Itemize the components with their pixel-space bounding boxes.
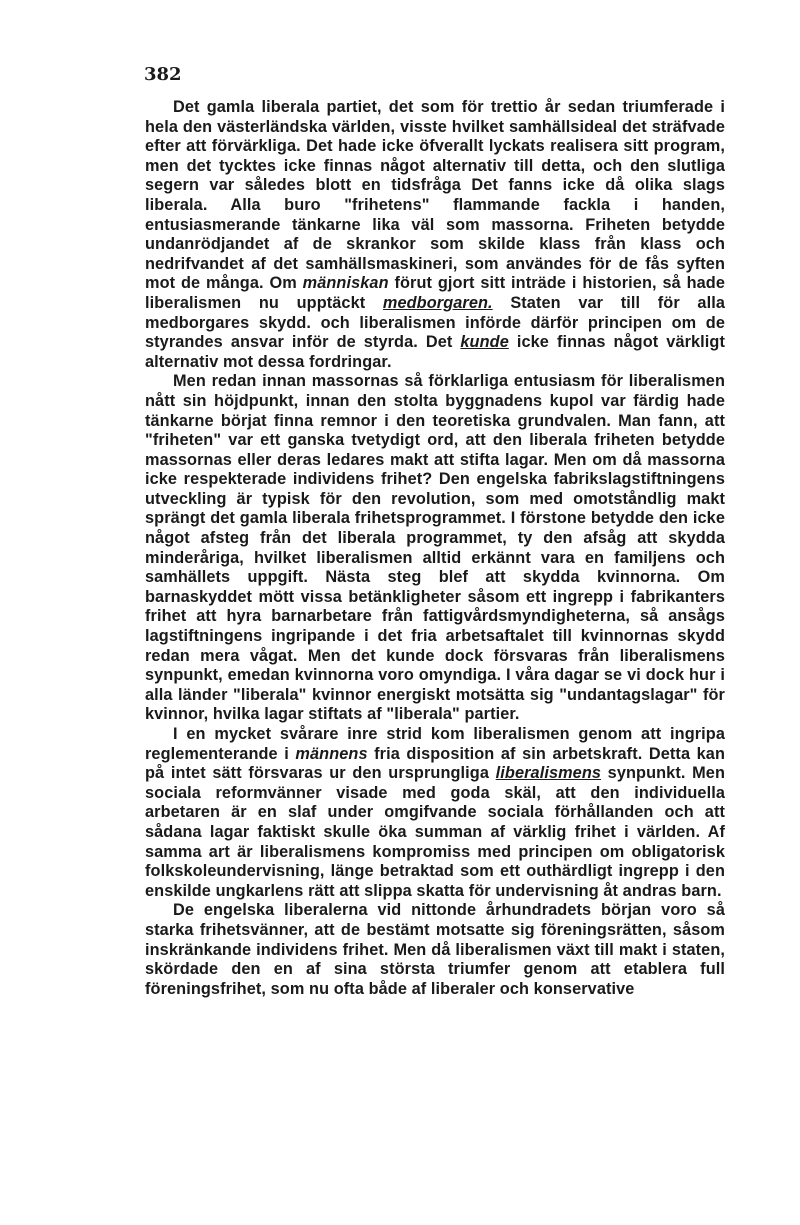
emphasised-text: kunde bbox=[460, 333, 509, 352]
text-run: Staten var till för alla medborgares skydd. och liberalismen införde därför principen om de styrandes ansvar inför de styrda. Det bbox=[145, 293, 725, 352]
emphasised-text: liberalismens bbox=[495, 764, 602, 783]
text-run: I en mycket svårare inre strid kom liberalismen genom att ingripa reglementerande i bbox=[145, 725, 725, 763]
emphasised-text: männens bbox=[295, 744, 368, 763]
text-run: Det gamla liberala partiet, det som för trettio år sedan triumferade i hela den västerländska världen, visste hvilket samhällsideal det sträfvade efter att förvärkliga. Det hade icke öfverallt lyckats realisera sitt program, men det tycktes icke finnas något alternativ till detta, och den slutliga segern var således blott en tidsfråga Det fanns icke då olika slags liberala. Alla buro "frihetens" flammande fackla i handen, entusiasmerande tänkarne lika väl som massorna. Friheten betydde undanrödjandet af de skrankor som skilde klass från klass och nedrifvandet af det samhällsmaskineri, som användes för de fås syften mot de många. Om bbox=[145, 98, 725, 293]
text-run: fria disposition af sin arbetskraft. Detta kan på intet sätt försvaras ur den ursprungliga bbox=[145, 744, 726, 783]
text-run: icke finnas något värkligt alternativ mot dessa fordringar. bbox=[145, 333, 726, 371]
body-text bbox=[145, 98, 725, 999]
paragraph bbox=[145, 98, 725, 372]
text-run: förut gjort sitt inträde i historien, så hade liberalismen nu upptäckt bbox=[145, 274, 726, 312]
emphasised-text: människan bbox=[302, 274, 389, 293]
page-number: 382 bbox=[144, 64, 182, 85]
paragraph bbox=[145, 901, 725, 999]
paragraph bbox=[145, 372, 725, 725]
text-run: synpunkt. Men sociala reformvänner visade med goda skäl, att den individuella arbetaren är en slaf under omgifvande sociala förhållanden och att sådana lagar faktiskt skulle öka summan af värklig frihet i världen. Af samma art är liberalismens kompromiss med principen om obligatorisk folkskoleundervisning, länge betraktad som ett outhärdligt ingrepp i den enskilde ungkarlens rätt att slippa skatta för undervisning åt andras barn. bbox=[145, 764, 725, 900]
emphasised-text: medborgaren. bbox=[382, 293, 493, 312]
paragraph bbox=[145, 725, 725, 901]
text-run: De engelska liberalerna vid nittonde århundradets början voro så starka frihetsvänner, att de bestämt motsatte sig föreningsrätten, såsom inskränkande individens frihet. Men då liberalismen växt till makt i staten, skördade den en af sina största triumfer genom att etablera full föreningsfrihet, som nu ofta både af liberaler och konservative bbox=[145, 901, 725, 998]
text-run: Men redan innan massornas så förklarliga entusiasm för liberalismen nått sin höjdpunkt, innan den stolta byggnadens kupol var färdig hade tänkarne börjat finna remnor i den teoretiska grundvalen. Man fann, att "friheten" var ett ganska tvetydigt ord, att den liberala friheten betydde massornas eller deras ledares makt att stifta lagar. Men om då massorna icke respekterade individens frihet? Den engelska fabrikslagstiftningens utveckling är typisk för den revolution, som med omotståndlig makt sprängt det gamla liberala frihetsprogrammet. I förstone betydde den icke något afsteg från det liberala programmet, ty den afsåg att skydda minderåriga, hvilket liberalismen alltid erkännt vara en familjens och samhällets uppgift. Nästa steg blef att skydda kvinnorna. Om barnaskyddet mött vissa betänkligheter såsom ett ingrepp i fabrikanters frihet att hyra barnarbetare från fattigvårdsmyndigheterna, så ansågs lagstiftningens ingripande i det fria arbetsaftalet till kvinnornas skydd redan mera vågat. Men det kunde dock försvaras från liberalismens synpunkt, emedan kvinnorna voro omyndiga. I våra dagar se vi dock hur i alla länder "liberala" kvinnor energiskt motsätta sig "undantagslagar" för kvinnor, hvilka lagar stiftats af "liberala" partier. bbox=[145, 372, 725, 724]
